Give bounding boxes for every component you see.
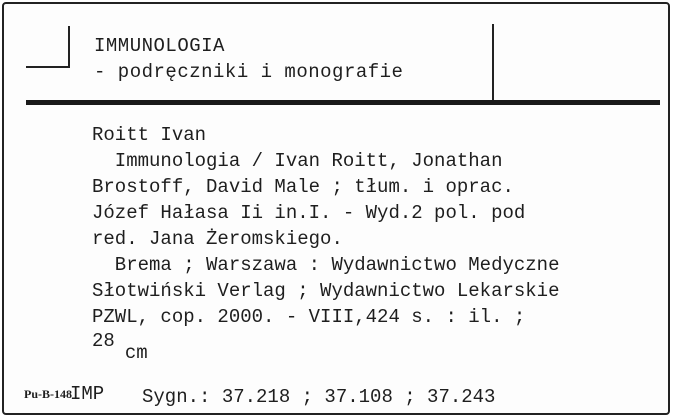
corner-mark-vertical (68, 26, 70, 68)
call-number: Sygn.: 37.218 ; 37.108 ; 37.243 (142, 386, 496, 408)
size-number: 28 (92, 330, 115, 352)
description-line: Józef Hałasa Ii in.I. - Wyd.2 pol. pod (92, 202, 526, 224)
library-code-stamp: Pu-B-148 (24, 387, 72, 401)
subject-heading: IMMUNOLOGIA (94, 35, 225, 57)
description-line: red. Jana Żeromskiego. (92, 228, 343, 250)
subject-subdivision: - podręczniki i monografie (94, 61, 404, 83)
publication-line: Słotwiński Verlag ; Wydawnictwo Lekarskie (92, 280, 560, 302)
description-line: Immunologia / Ivan Roitt, Jonathan (92, 150, 503, 172)
heading-divider (492, 24, 494, 100)
shelf-mark: IMP (70, 383, 105, 405)
catalog-card (2, 2, 670, 415)
heading-rule (26, 100, 660, 105)
bibliographic-description (92, 122, 560, 364)
size-unit: cm (124, 342, 148, 364)
author-line: Roitt Ivan (92, 124, 207, 146)
publication-line: PZWL, cop. 2000. - VIII,424 s. : il. ; (92, 306, 526, 328)
size-line (92, 330, 559, 364)
description-line: Brostoff, David Male ; tłum. i oprac. (92, 176, 514, 198)
publication-line: Brema ; Warszawa : Wydawnictwo Medyczne (92, 254, 560, 276)
corner-mark-horizontal (26, 66, 70, 68)
